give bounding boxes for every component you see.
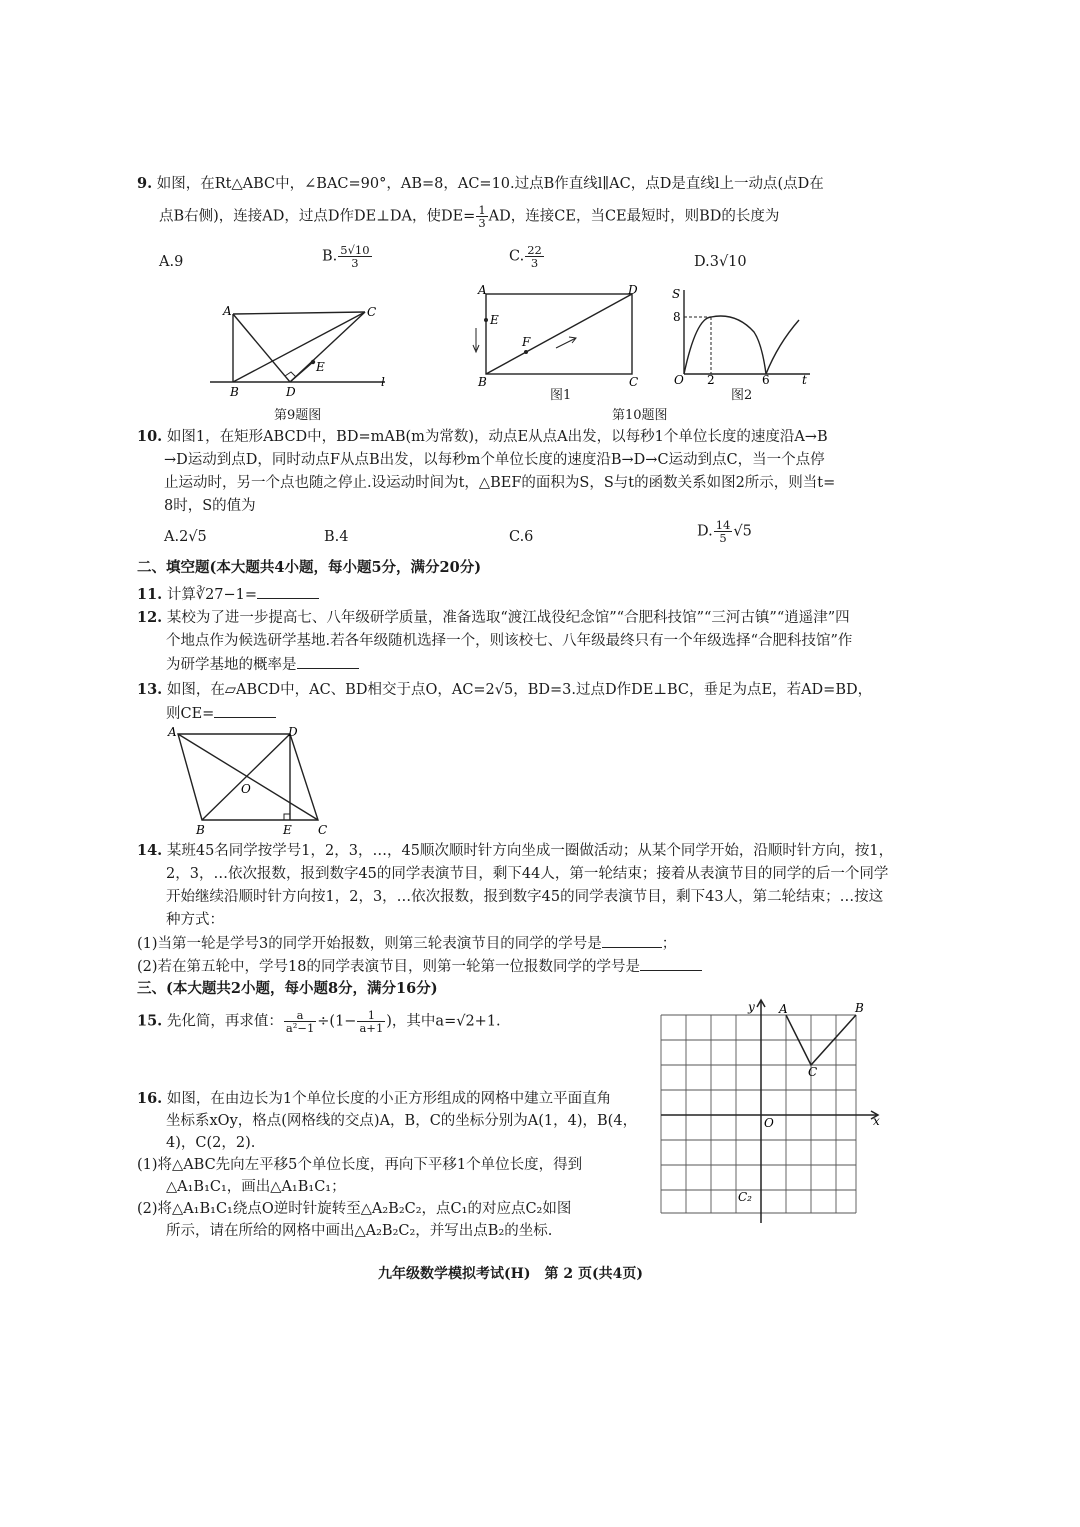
- q10-text-2: →D运动到点D，同时动点F从点B出发，以每秒m个单位长度的速度沿B→D→C运动到点C，当一个点停: [164, 452, 825, 468]
- label-b: B: [196, 823, 205, 837]
- q12-line3: [166, 654, 359, 675]
- q16-number: 16.: [137, 1090, 163, 1107]
- q9-option-c-frac: [525, 244, 544, 269]
- q10-option-b: B.4: [324, 529, 349, 545]
- q14-text-2: 2，3，…依次报数，报到数字45的同学表演节目，剩下44人，第一轮结束；接着从表演节目的同学的后一个同学: [166, 866, 889, 882]
- label-e: E: [316, 360, 325, 374]
- q14-number: 14.: [137, 842, 163, 859]
- frac-den: 5: [719, 531, 727, 545]
- frac-num: a: [284, 1009, 316, 1022]
- q9-option-a: A.9: [159, 254, 184, 270]
- q10-fig2-caption: 图2: [731, 388, 753, 403]
- frac-den: 3: [478, 216, 486, 230]
- label-o: O: [241, 782, 251, 796]
- q9-fraction: [476, 204, 487, 229]
- q15: [137, 1009, 501, 1034]
- q10-caption: 第10题图: [612, 408, 668, 423]
- section-3-heading: 三、(本大题共2小题，每小题8分，满分16分): [137, 980, 438, 997]
- q16-text-2: 坐标系xOy，格点(网格线的交点)A，B，C的坐标分别为A(1，4)，B(4，: [166, 1113, 638, 1129]
- q10-figure1: [466, 282, 646, 398]
- frac-den: 3: [351, 256, 359, 270]
- q14-text-1: 某班45名同学按学号1，2，3，…，45顺次顺时针方向坐成一圈做活动；从某个同学开始，沿顺时针方向，按1，: [166, 843, 894, 859]
- q10-number: 10.: [137, 428, 163, 445]
- label-e: E: [283, 823, 292, 837]
- label-c: C: [318, 823, 328, 837]
- frac-den: 3: [530, 256, 539, 270]
- q9-option-b-frac: [338, 244, 371, 269]
- label-a: A: [478, 283, 487, 297]
- label-c: C: [629, 375, 639, 389]
- q9-figure: [205, 296, 395, 402]
- q14-sub2-text: (2)若在第五轮中，学号18的同学表演节目，则第一轮第一位报数同学的学号是: [137, 959, 640, 975]
- label-t: t: [802, 373, 807, 387]
- label-s: S: [672, 287, 681, 301]
- q9-line2: [159, 204, 779, 229]
- q9-option-c: [509, 244, 545, 269]
- q10-text-4: 8时，S的值为: [164, 498, 256, 514]
- q9-number: 9.: [137, 175, 153, 192]
- label-d: D: [628, 283, 638, 297]
- point-f: [524, 350, 528, 354]
- label-a: A: [223, 304, 232, 318]
- q13-line1: [137, 680, 872, 700]
- q11-number: 11.: [137, 586, 163, 603]
- q9-text-1: 如图，在Rt△ABC中，∠BAC=90°，AB=8，AC=10.过点B作直线l∥AC，点D是直线l上一动点(点D在: [156, 176, 824, 192]
- q15-fraction-2: [357, 1009, 385, 1034]
- label-c: C: [367, 305, 377, 319]
- q15-text-b: ÷(1−: [317, 1013, 357, 1030]
- q10-text-1: 如图1，在矩形ABCD中，BD=mAB(m为常数)，动点E从点A出发，以每秒1个单位长度的速度沿A→B: [166, 429, 828, 445]
- q16-text-1: 如图，在由边长为1个单位长度的小正方形组成的网格中建立平面直角: [166, 1091, 612, 1107]
- q9-option-b: [322, 244, 373, 269]
- q12-line1: [137, 608, 850, 628]
- label-o: O: [764, 1116, 774, 1130]
- q9-text-2b: AD，连接CE，当CE最短时，则BD的长度为: [488, 208, 780, 225]
- frac-num: 5√10: [340, 243, 370, 257]
- q13-answer-blank[interactable]: [214, 703, 276, 718]
- q14-line1: [137, 841, 893, 861]
- diagonal-bd: [486, 294, 632, 374]
- q10-text-3: 止运动时，另一个点也随之停止.设运动时间为t，△BEF的面积为S，S与t的函数关系如图2所示，则当t=: [164, 475, 836, 491]
- label-c: C: [808, 1065, 818, 1079]
- q12-text-1: 某校为了进一步提高七、八年级研学质量，准备选取“渡江战役纪念馆”“合肥科技馆”“三河古镇”“逍遥津”四: [166, 610, 850, 626]
- q12-text-3: 为研学基地的概率是: [166, 657, 297, 673]
- point-e: [484, 318, 488, 322]
- opt-suffix: √5: [733, 523, 752, 540]
- page-footer: 九年级数学模拟考试(H) 第 2 页(共4页): [378, 1266, 643, 1282]
- q14-sub1-text: (1)当第一轮是学号3的同学开始报数，则第三轮表演节目的同学的学号是: [137, 936, 602, 952]
- label-a: A: [168, 725, 177, 739]
- q10-option-c: C.6: [509, 529, 534, 545]
- frac-num: 1: [357, 1009, 385, 1022]
- q11-text: 计算∛27−1=: [166, 587, 258, 603]
- q9-caption: 第9题图: [274, 408, 322, 423]
- q10-option-d-frac: [714, 519, 733, 544]
- frac-den: a²−1: [285, 1021, 315, 1035]
- label-d: D: [288, 725, 298, 739]
- frac-num: 1: [478, 203, 486, 217]
- curve-part1: [684, 316, 766, 374]
- q16-sub1-b: △A₁B₁C₁，画出△A₁B₁C₁；: [166, 1179, 346, 1195]
- opt-prefix: B.: [322, 248, 338, 265]
- q12-number: 12.: [137, 609, 163, 626]
- label-o: O: [674, 373, 684, 387]
- q14-text-3: 开始继续沿顺时针方向按1，2，3，…依次报数，报到数字45的同学表演节目，剩下43人，第二轮结束；…按这: [166, 889, 884, 905]
- q13-text-2: 则CE=: [166, 706, 215, 722]
- label-b: B: [478, 375, 487, 389]
- q15-number: 15.: [137, 1012, 163, 1030]
- tick-8: 8: [673, 310, 681, 324]
- q10-option-a: A.2√5: [164, 529, 207, 545]
- q16-grid-figure: [655, 995, 887, 1227]
- q9-text-2a: 点B右侧)，连接AD，过点D作DE⊥DA，使DE=: [159, 208, 476, 225]
- label-y: y: [748, 1000, 755, 1014]
- q14-sub1-answer-blank[interactable]: [602, 933, 662, 948]
- label-b: B: [855, 1001, 864, 1015]
- q13-figure: [162, 722, 342, 840]
- opt-prefix: C.: [509, 248, 525, 265]
- frac-den: a+1: [359, 1021, 384, 1035]
- right-angle-mark: [284, 814, 290, 820]
- section-2-heading: 二、填空题(本大题共4小题，每小题5分，满分20分): [137, 559, 482, 576]
- q9-option-d: D.3√10: [694, 254, 747, 270]
- label-x: x: [873, 1114, 880, 1128]
- frac-num: 14: [715, 518, 731, 532]
- q14-sub1-end: ；: [661, 936, 677, 952]
- grid-lines: [661, 1015, 856, 1213]
- q11-answer-blank[interactable]: [257, 584, 319, 599]
- q16-sub2-a: (2)将△A₁B₁C₁绕点O逆时针旋转至△A₂B₂C₂，点C₁的对应点C₂如图: [137, 1201, 572, 1217]
- q15-text-a: 先化简，再求值：: [166, 1013, 283, 1030]
- diagonal-bd: [202, 734, 290, 820]
- label-b: B: [230, 385, 239, 399]
- curve-part2: [766, 320, 799, 374]
- q16-text-3: 4)，C(2，2).: [166, 1135, 256, 1151]
- q16-line1: [137, 1089, 611, 1109]
- segment-ac: [233, 312, 365, 314]
- label-l: l: [381, 375, 385, 389]
- q12-text-2: 个地点作为候选研学基地.若各年级随机选择一个，则该校七、八年级最终只有一个年级选择“合肥科技馆”作: [166, 633, 853, 649]
- segment-bc: [233, 312, 365, 382]
- point-e: [311, 360, 315, 364]
- q16-sub2-b: 所示，请在所给的网格中画出△A₂B₂C₂，并写出点B₂的坐标.: [166, 1223, 553, 1239]
- q16-sub1-a: (1)将△ABC先向左平移5个单位长度，再向下平移1个单位长度，得到: [137, 1157, 583, 1173]
- right-angle-mark: [285, 372, 296, 377]
- q14-text-4: 种方式：: [166, 912, 224, 928]
- q14-sub2-answer-blank[interactable]: [640, 956, 702, 971]
- q13-number: 13.: [137, 681, 163, 698]
- q15-fraction-1: [284, 1009, 316, 1034]
- segment-ad: [233, 314, 290, 382]
- label-f: F: [522, 335, 531, 349]
- q10-figure2: [664, 282, 814, 392]
- frac-num: 22: [527, 243, 542, 257]
- opt-prefix: D.: [697, 523, 713, 540]
- label-c2: C₂: [738, 1190, 752, 1204]
- q9-line1: [137, 174, 824, 194]
- label-e: E: [490, 313, 499, 327]
- segment-de: [290, 362, 313, 382]
- q13-text-1: 如图，在▱ABCD中，AC、BD相交于点O，AC=2√5，BD=3.过点D作DE⊥BC，垂足为点E，若AD=BD，: [166, 682, 873, 698]
- tick-2: 2: [707, 373, 715, 387]
- tick-6: 6: [762, 373, 770, 387]
- arrow-up-shaft: [556, 338, 576, 348]
- q11: [137, 584, 319, 605]
- q10-fig1-caption: 图1: [550, 388, 572, 403]
- q10-line1: [137, 427, 828, 447]
- label-d: D: [286, 385, 296, 399]
- label-a: A: [779, 1002, 788, 1016]
- q13-line2: [166, 703, 276, 724]
- q15-text-c: )，其中a=√2+1.: [386, 1013, 501, 1030]
- q12-answer-blank[interactable]: [297, 654, 359, 669]
- q14-sub1: [137, 933, 676, 954]
- q10-option-d: [697, 519, 752, 544]
- q14-sub2: [137, 956, 702, 977]
